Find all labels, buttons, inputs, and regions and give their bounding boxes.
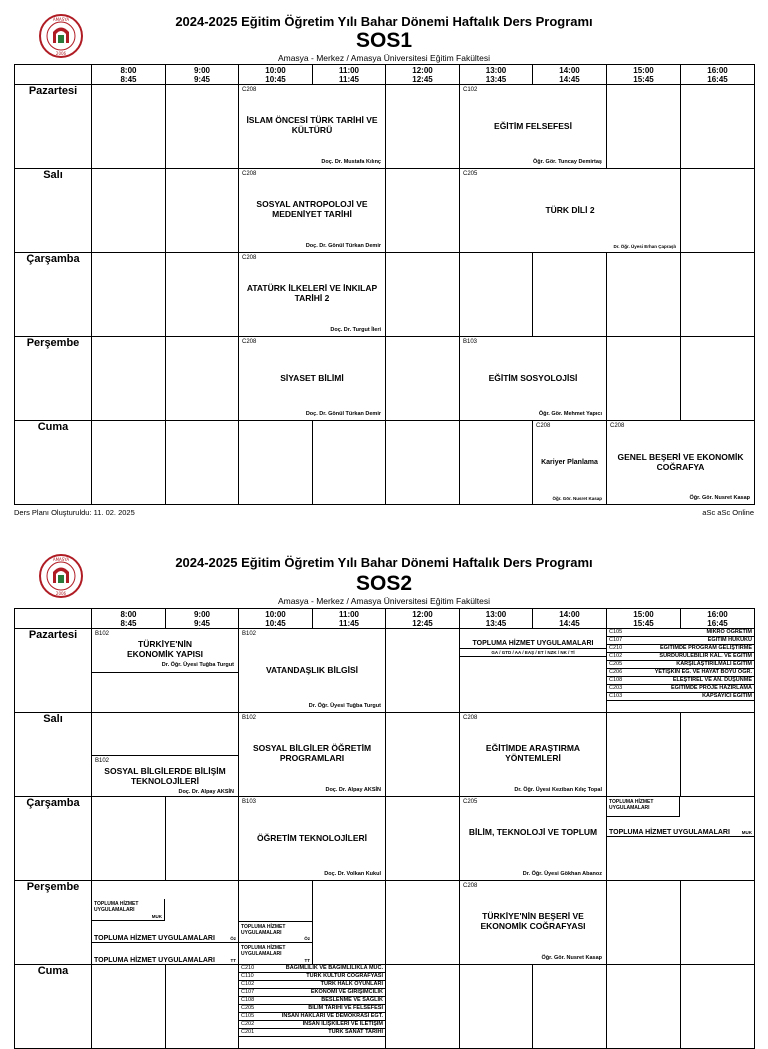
empty-slot (386, 253, 460, 337)
elective-item[interactable] (607, 677, 754, 685)
day-label: Cuma (15, 965, 92, 1049)
empty-slot (386, 965, 460, 1049)
room-label: C208 (463, 715, 478, 721)
lesson-cell[interactable] (460, 337, 607, 421)
course-name: YETİŞKİN EĞ. VE HAYAT BOYU ÖĞR. (654, 669, 752, 675)
elective-list[interactable] (607, 629, 755, 713)
course-name: TÜRK SANAT TARİHİ (328, 1029, 383, 1035)
course-name: BAĞIMLILIK VE BAĞIMLILIKLA MÜC. (285, 965, 383, 971)
course-name: GENEL BEŞERİ VE EKONOMİK COĞRAFYA (617, 452, 744, 472)
corner-cell (15, 65, 92, 85)
empty-slot (681, 169, 755, 253)
teacher-name: Dr. Öğr. Üyesi Tuğba Turgut (308, 703, 381, 709)
day-label: Çarşamba (15, 253, 92, 337)
course-name: ÖĞRETİM TEKNOLOJİLERİ (256, 833, 368, 843)
time-header: 12:00 12:45 (386, 609, 460, 629)
empty-slot (313, 421, 386, 505)
faculty-subtitle: Amasya - Merkez / Amasya Üniversitesi Eğitim Fakültesi (277, 596, 491, 606)
room-label: B102 (242, 715, 257, 721)
empty-slot (681, 85, 755, 169)
empty-slot (166, 421, 239, 505)
teacher-name: Dr. Öğr. Üyesi Tuğba Turgut (161, 662, 234, 668)
course-name: SOSYAL BİLGİLER ÖĞRETİM PROGRAMLARI (252, 743, 372, 763)
elective-item[interactable] (607, 685, 754, 693)
course-name: EĞİTİM FELSEFESİ (494, 121, 572, 131)
room-label: C208 (610, 423, 625, 429)
empty-slot (313, 881, 386, 965)
elective-item[interactable] (607, 629, 754, 637)
course-name: İNSAN İLİŞKİLERİ VE İLETİŞİM (302, 1021, 383, 1027)
room-label: C102 (609, 653, 623, 659)
time-header: 16:00 16:45 (681, 65, 755, 85)
teacher-name: Öğr. Gör. Nusret Kasap (689, 495, 750, 501)
empty-slot (607, 85, 681, 169)
course-name: TOPLUMA HİZMET UYGULAMALARI (94, 901, 139, 913)
empty-slot (681, 713, 755, 797)
teacher-name: Doç. Dr. Mustafa Kılınç (321, 159, 381, 165)
empty-slot (92, 169, 166, 253)
lesson-cell[interactable] (239, 629, 386, 713)
svg-text:AMASYA: AMASYA (52, 557, 70, 562)
empty-slot (386, 337, 460, 421)
lesson-cell[interactable] (239, 713, 386, 797)
svg-text:2006: 2006 (55, 51, 67, 56)
group-codes: GA / GTD / AA / EAŞ / ET / NZK / NK / Tİ (491, 650, 575, 655)
empty-slot (607, 253, 681, 337)
day-label: Salı (15, 169, 92, 253)
course-name: SÜRDÜRÜLEBİLİR KAL. VE EĞİTİM (659, 653, 752, 659)
group-code: Öz (230, 936, 236, 941)
empty-slot (460, 965, 533, 1049)
course-name: MİKRO ÖĞRETİM (706, 629, 752, 635)
empty-slot (681, 965, 755, 1049)
time-header: 12:00 12:45 (386, 65, 460, 85)
lesson-cell[interactable] (239, 881, 313, 965)
room-label: C208 (463, 883, 478, 889)
class-code: SOS2 (355, 572, 413, 595)
day-label: Pazartesi (15, 85, 92, 169)
empty-slot (166, 169, 239, 253)
time-header: 8:00 8:45 (92, 65, 166, 85)
elective-item[interactable] (239, 997, 385, 1005)
empty-slot (607, 713, 681, 797)
time-header: 15:00 15:45 (607, 65, 681, 85)
elective-item[interactable] (239, 1029, 385, 1037)
time-header: 15:00 15:45 (607, 609, 681, 629)
course-name: EĞİTİMDE PROGRAM GELİŞTİRME (660, 645, 752, 651)
course-name: SOSYAL ANTROPOLOJİ VE MEDENİYET TARİHİ (256, 199, 368, 219)
elective-item[interactable] (239, 965, 385, 973)
room-label: B103 (242, 799, 257, 805)
room-label: C208 (242, 87, 257, 93)
course-name: KAPSAYICI EĞİTİM (702, 693, 752, 699)
elective-item[interactable] (607, 653, 754, 661)
course-name: EĞİTİM SOSYOLOJİSİ (488, 373, 578, 383)
empty-slot (533, 965, 607, 1049)
empty-slot (460, 421, 533, 505)
empty-slot (166, 797, 239, 881)
empty-slot (607, 881, 681, 965)
group-code: MUK (151, 914, 162, 919)
course-name: TOPLUMA HİZMET UYGULAMALARI (472, 640, 594, 647)
empty-slot (166, 965, 239, 1049)
elective-item[interactable] (607, 669, 754, 677)
lesson-cell[interactable] (239, 169, 386, 253)
lesson-cell[interactable] (239, 253, 386, 337)
room-label: C208 (242, 255, 257, 261)
created-date: Ders Planı Oluşturuldu: 11. 02. 2025 (14, 508, 135, 517)
day-label: Perşembe (15, 337, 92, 421)
teacher-name: Dr. Öğr. Üyesi Gökhan Abanoz (522, 871, 602, 877)
time-header: 9:00 9:45 (166, 609, 239, 629)
course-name: BİLİM TARİHİ VE FELSEFESİ (308, 1005, 383, 1011)
empty-slot (92, 337, 166, 421)
time-header: 8:00 8:45 (92, 609, 166, 629)
empty-slot (386, 421, 460, 505)
teacher-name: Öğr. Gör. Nusret Kasap (541, 955, 602, 961)
course-name: KARŞILAŞTIRILMALI EĞİTİM (676, 661, 752, 667)
room-label: C102 (241, 981, 255, 987)
empty-slot (166, 337, 239, 421)
teacher-name: Dr. Öğr. Üyesi Keziban Kılıç Topal (514, 787, 602, 793)
course-name: TÜRK DİLİ 2 (545, 205, 595, 215)
teacher-name: Doç. Dr. Turgut İleri (330, 327, 381, 333)
lesson-cell[interactable] (460, 881, 607, 965)
time-header: 14:00 14:45 (533, 609, 607, 629)
svg-text:AMASYA: AMASYA (52, 17, 70, 22)
time-header: 11:00 11:45 (313, 65, 386, 85)
lesson-cell[interactable] (239, 85, 386, 169)
elective-item[interactable] (239, 973, 385, 981)
elective-item[interactable] (239, 1021, 385, 1029)
course-name: TÜRK KÜLTÜR COĞRAFYASI (306, 973, 383, 979)
room-label: C205 (241, 1005, 255, 1011)
course-name: BESLENME VE SAĞLIK (321, 997, 383, 1003)
course-name: TOPLUMA HİZMET UYGULAMALARI (241, 924, 286, 936)
empty-slot (607, 965, 681, 1049)
lesson-cell[interactable] (460, 629, 607, 713)
time-header: 9:00 9:45 (166, 65, 239, 85)
group-code: TT (230, 958, 236, 963)
room-label: C105 (241, 1013, 255, 1019)
room-label: C206 (609, 669, 623, 675)
day-label: Cuma (15, 421, 92, 505)
empty-slot (92, 421, 166, 505)
asc-credit: aSc aSc Online (702, 508, 754, 517)
empty-slot (681, 253, 755, 337)
course-name: TOPLUMA HİZMET UYGULAMALARI (94, 957, 215, 964)
elective-item[interactable] (607, 645, 754, 653)
room-label: B102 (242, 631, 257, 637)
empty-slot (166, 253, 239, 337)
room-label: C103 (609, 693, 623, 699)
room-label: C210 (609, 645, 623, 651)
empty-slot (92, 253, 166, 337)
room-label: C203 (609, 685, 623, 691)
faculty-subtitle: Amasya - Merkez / Amasya Üniversitesi Eğitim Fakültesi (277, 53, 491, 63)
lesson-cell[interactable] (460, 169, 681, 253)
course-name: SOSYAL BİLGİLERDE BİLİŞİM TEKNOLOJİLERİ (104, 766, 226, 786)
lesson-cell[interactable] (460, 713, 607, 797)
room-label: B102 (95, 631, 110, 637)
teacher-name: Dr. Öğr. Üyesi Erhan Çapraşlı (613, 244, 676, 249)
elective-item[interactable] (239, 1013, 385, 1021)
room-label: C107 (609, 637, 623, 643)
room-label: C210 (241, 965, 255, 971)
room-label: C202 (241, 1021, 255, 1027)
time-header: 11:00 11:45 (313, 609, 386, 629)
empty-slot (533, 253, 607, 337)
day-label: Salı (15, 713, 92, 797)
lesson-cell[interactable] (460, 797, 607, 881)
elective-item[interactable] (607, 637, 754, 645)
lesson-cell[interactable] (533, 421, 607, 505)
teacher-name: Doç. Dr. Gönül Türkan Demir (305, 243, 381, 249)
room-label: C110 (241, 973, 254, 979)
course-name: TOPLUMA HİZMET UYGULAMALARI (241, 945, 286, 957)
time-header: 13:00 13:45 (460, 65, 533, 85)
room-label: C208 (242, 339, 257, 345)
group-code: TT (304, 958, 310, 963)
time-header: 10:00 10:45 (239, 65, 313, 85)
class-code: SOS1 (355, 29, 413, 52)
course-name: TÜRK HALK OYUNLARI (320, 981, 383, 987)
teacher-name: Öğr. Gör. Nusret Kasap (552, 496, 602, 501)
room-label: C205 (463, 171, 478, 177)
course-name: EĞİTİM HUKUKU (707, 637, 752, 643)
page-title: 2024-2025 Eğitim Öğretim Yılı Bahar Dönemi Haftalık Ders Programı (175, 555, 593, 570)
lesson-cell[interactable] (239, 337, 386, 421)
elective-item[interactable] (239, 989, 385, 997)
course-name: TOPLUMA HİZMET UYGULAMALARI (609, 829, 730, 836)
time-header: 10:00 10:45 (239, 609, 313, 629)
empty-slot (386, 629, 460, 713)
elective-item[interactable] (607, 693, 754, 701)
empty-slot (386, 881, 460, 965)
course-name: Kariyer Planlama (541, 459, 598, 466)
course-name: TÜRKİYE'NİN BEŞERİ VE EKONOMİK COĞRAFYASI (480, 911, 586, 931)
time-header: 16:00 16:45 (681, 609, 755, 629)
course-name: BİLİM, TEKNOLOJİ VE TOPLUM (468, 827, 598, 837)
empty-slot (460, 253, 533, 337)
course-name: EKONOMİ VE GİRİŞİMCİLİK (310, 989, 383, 995)
teacher-name: Doç. Dr. Alpay AKSİN (178, 789, 234, 795)
course-name: ATATÜRK İLKELERİ VE İNKILAP TARİHİ 2 (246, 283, 378, 303)
empty-slot (92, 797, 166, 881)
empty-slot (386, 713, 460, 797)
elective-item[interactable] (239, 1005, 385, 1013)
room-label: C205 (609, 661, 623, 667)
empty-slot (239, 421, 313, 505)
room-label: C107 (241, 989, 255, 995)
lesson-cell[interactable] (92, 629, 239, 713)
course-name: EĞİTİMDE PROJE HAZIRLAMA (671, 685, 752, 691)
room-label: B103 (463, 339, 478, 345)
room-label: C105 (609, 629, 623, 635)
empty-slot (681, 881, 755, 965)
lesson-cell[interactable] (460, 85, 607, 169)
group-code: Öz (304, 936, 310, 941)
room-label: C108 (609, 677, 623, 683)
empty-slot (92, 965, 166, 1049)
course-name: SİYASET BİLİMİ (280, 373, 344, 383)
course-name: TÜRKİYE'NİN EKONOMİK YAPISI (126, 639, 204, 659)
lesson-cell[interactable] (239, 797, 386, 881)
room-label: C205 (463, 799, 478, 805)
empty-slot (386, 85, 460, 169)
course-name: TOPLUMA HİZMET UYGULAMALARI (94, 935, 215, 942)
timetable-grid (14, 608, 755, 1049)
teacher-name: Doç. Dr. Volkan Kukul (324, 871, 381, 877)
day-label: Perşembe (15, 881, 92, 965)
timetable-grid (14, 64, 755, 505)
teacher-name: Doç. Dr. Alpay AKSİN (325, 787, 381, 793)
page-title: 2024-2025 Eğitim Öğretim Yılı Bahar Dönemi Haftalık Ders Programı (175, 14, 593, 29)
day-label: Çarşamba (15, 797, 92, 881)
lesson-cell[interactable] (607, 421, 755, 505)
lesson-cell[interactable] (607, 797, 755, 881)
time-header: 13:00 13:45 (460, 609, 533, 629)
day-label: Pazartesi (15, 629, 92, 713)
empty-slot (607, 337, 681, 421)
room-label: B102 (95, 758, 110, 764)
lesson-cell[interactable] (92, 881, 239, 965)
svg-text:2006: 2006 (55, 591, 67, 596)
empty-slot (681, 337, 755, 421)
empty-slot (386, 169, 460, 253)
room-label: C208 (536, 423, 551, 429)
room-label: C108 (241, 997, 255, 1003)
course-name: EĞİTİMDE ARAŞTIRMA YÖNTEMLERİ (485, 743, 581, 763)
course-name: TOPLUMA HİZMET UYGULAMALARI (609, 799, 654, 811)
course-name: VATANDAŞLIK BİLGİSİ (265, 665, 359, 675)
course-name: İSLAM ÖNCESİ TÜRK TARİHİ VE KÜLTÜRÜ (246, 115, 378, 135)
empty-slot (92, 85, 166, 169)
group-code: MUK (741, 830, 752, 835)
empty-slot (166, 85, 239, 169)
teacher-name: Doç. Dr. Gönül Türkan Demir (305, 411, 381, 417)
room-label: C201 (241, 1029, 255, 1035)
course-name: ELEŞTİREL VE AN. DÜŞÜNME (672, 677, 752, 683)
elective-item[interactable] (607, 661, 754, 669)
elective-list[interactable] (239, 965, 386, 1049)
room-label: C102 (463, 87, 478, 93)
teacher-name: Öğr. Gör. Tuncay Demirtaş (533, 159, 602, 165)
lesson-cell[interactable] (92, 713, 239, 797)
elective-item[interactable] (239, 981, 385, 989)
time-header: 14:00 14:45 (533, 65, 607, 85)
teacher-name: Öğr. Gör. Mehmet Yapıcı (538, 411, 602, 417)
course-name: İNSAN HAKLARI VE DEMOKRASİ EĞT. (281, 1013, 383, 1019)
corner-cell (15, 609, 92, 629)
empty-slot (386, 797, 460, 881)
room-label: C208 (242, 171, 257, 177)
